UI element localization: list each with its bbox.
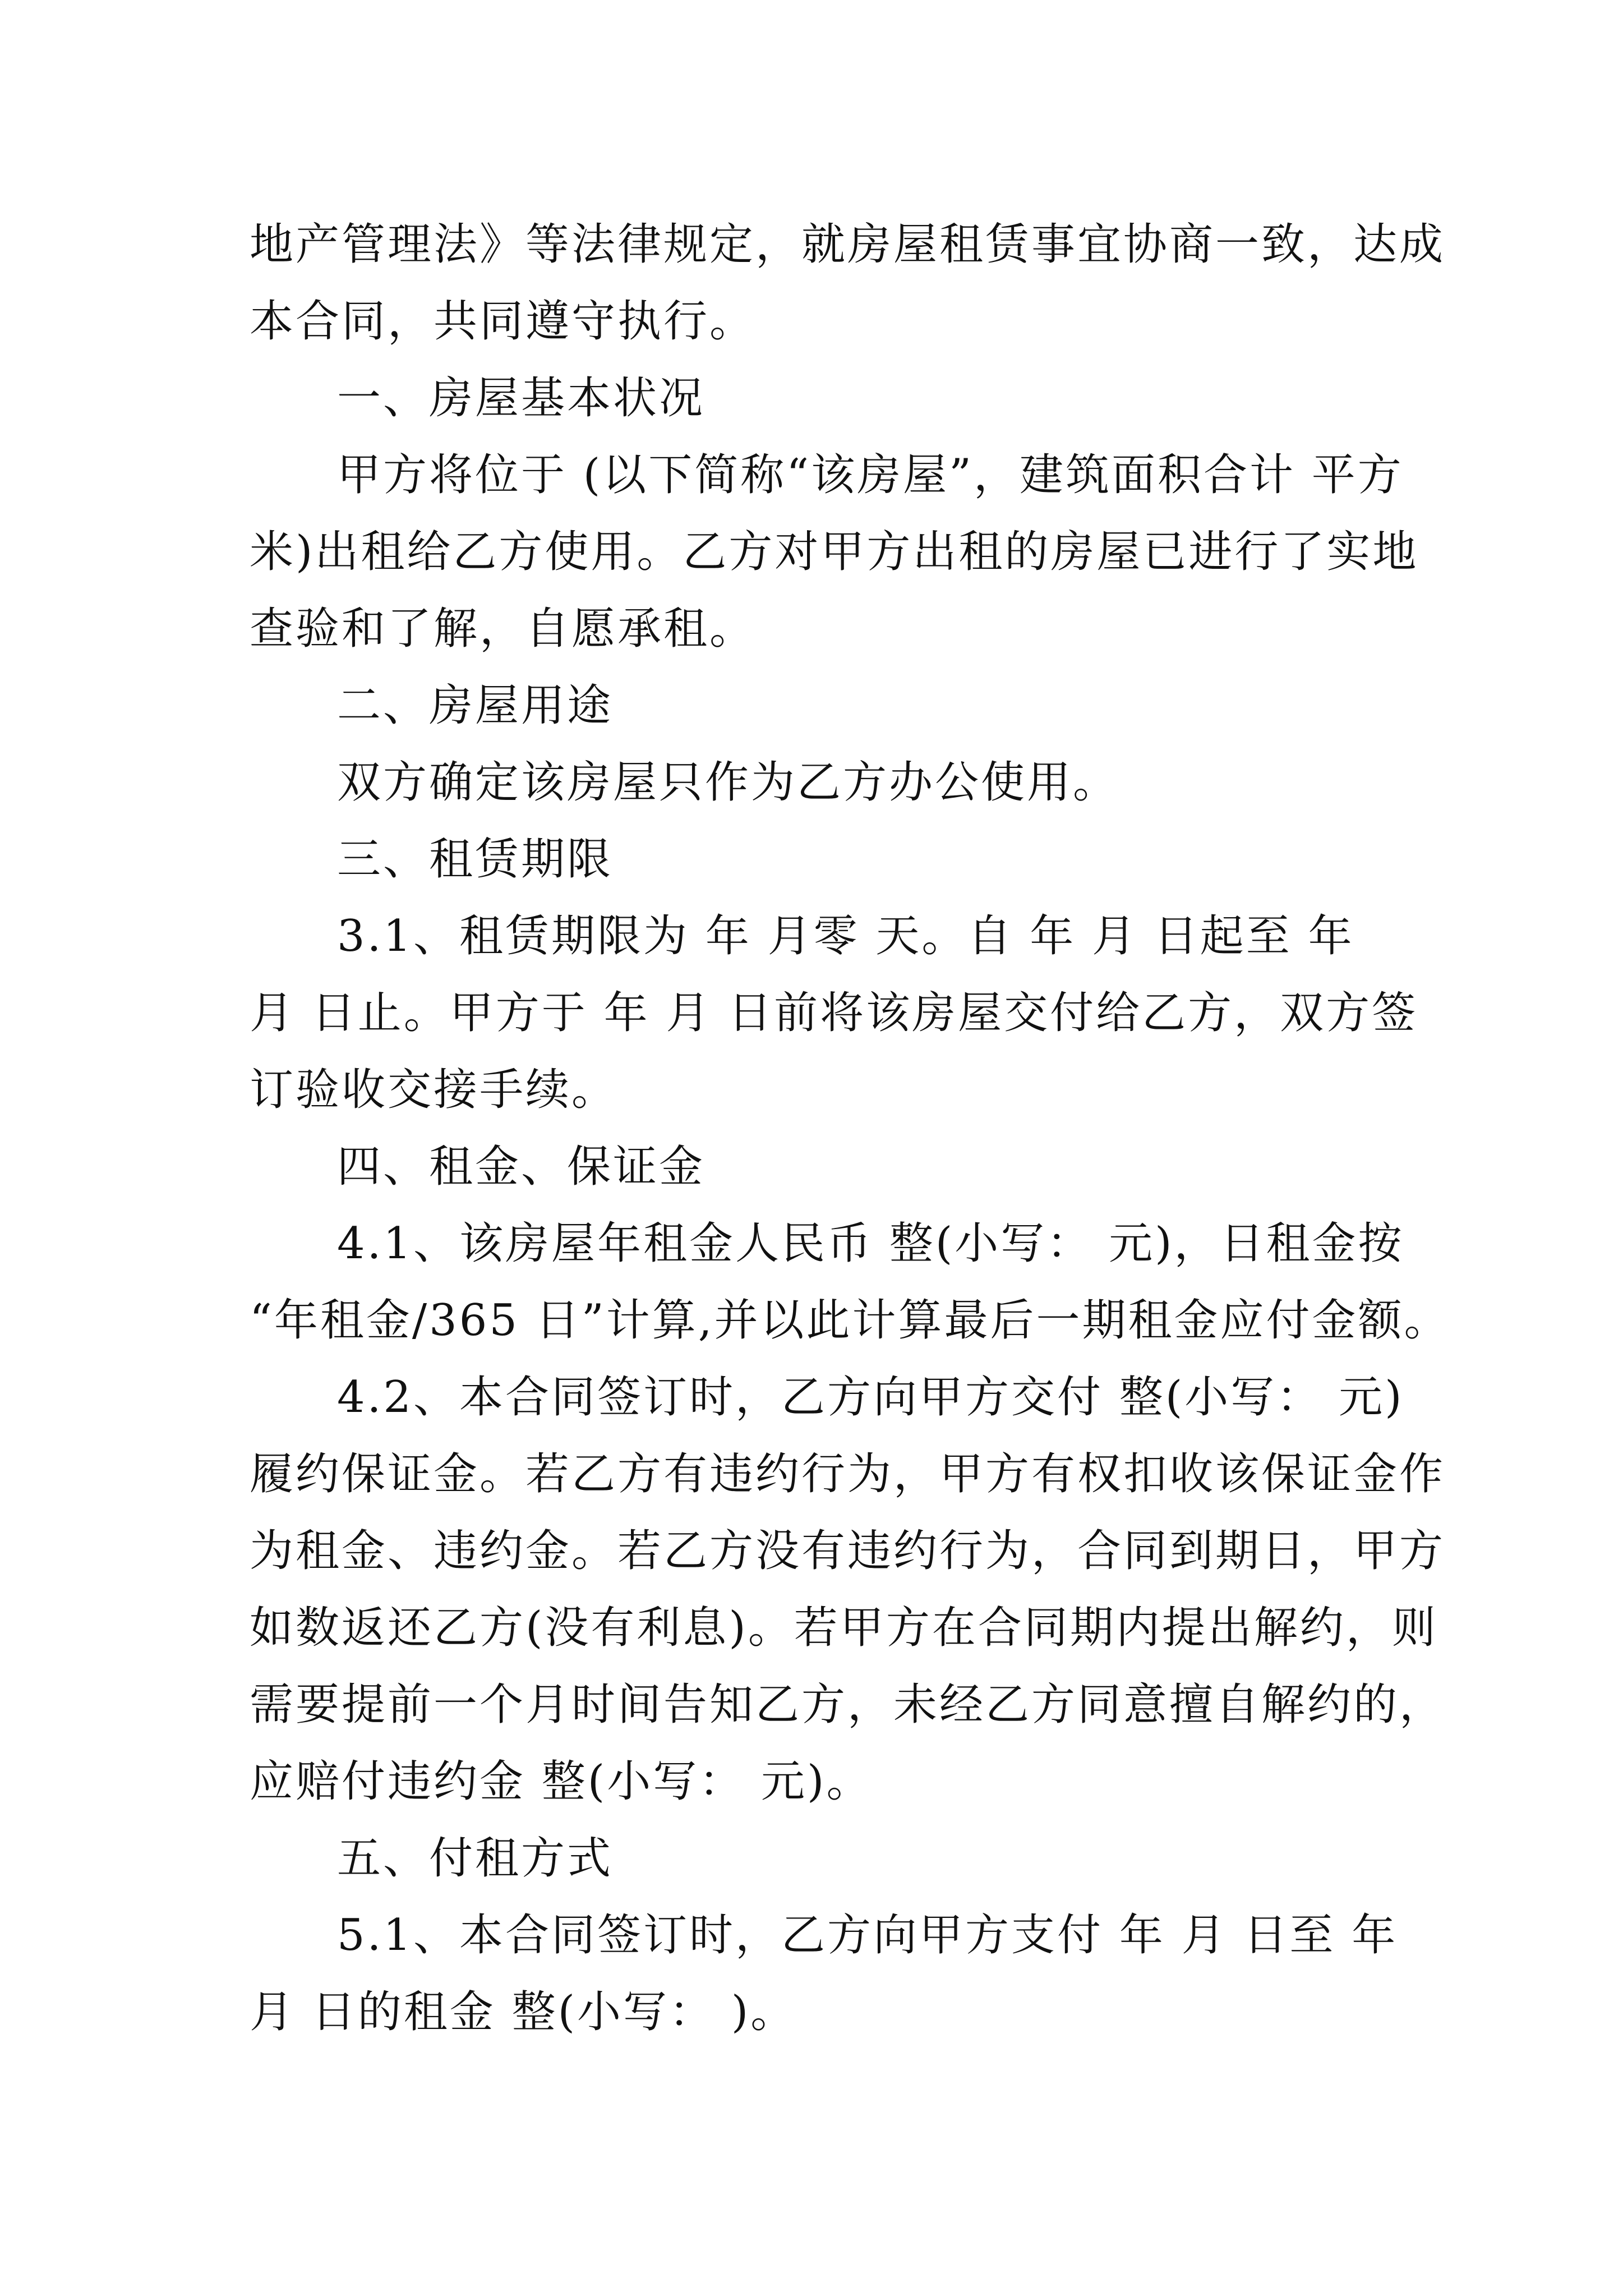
- text-line: 甲方将位于 (以下简称“该房屋”，建筑面积合计 平方: [337, 450, 1404, 500]
- text-line: 查验和了解，自愿承租。: [250, 604, 756, 654]
- section-heading-house-use: 二、房屋用途: [337, 680, 614, 731]
- section-heading-rent-deposit: 四、租金、保证金: [337, 1142, 706, 1192]
- section-heading-house-status: 一、房屋基本状况: [337, 373, 706, 424]
- section-heading-payment-method: 五、付租方式: [337, 1833, 614, 1884]
- text-line: 4.1、该房屋年租金人民币 整(小写： 元)，日租金按: [337, 1218, 1404, 1269]
- text-line: 米)出租给乙方使用。乙方对甲方出租的房屋已进行了实地: [250, 527, 1419, 577]
- text-line: 订验收交接手续。: [250, 1065, 618, 1115]
- contract-body: [250, 206, 1450, 2051]
- text-line: 履约保证金。若乙方有违约行为，甲方有权扣收该保证金作: [250, 1449, 1446, 1499]
- text-line: 5.1、本合同签订时，乙方向甲方支付 年 月 日至 年: [337, 1910, 1398, 1961]
- text-line: 为租金、违约金。若乙方没有违约行为，合同到期日，甲方: [250, 1526, 1446, 1576]
- text-line: 地产管理法》等法律规定，就房屋租赁事宜协商一致，达成: [250, 219, 1446, 270]
- text-line: 4.2、本合同签订时，乙方向甲方交付 整(小写： 元): [337, 1372, 1404, 1423]
- text-line: 需要提前一个月时间告知乙方，未经乙方同意擅自解约的，: [250, 1680, 1446, 1730]
- text-line: 双方确定该房屋只作为乙方办公使用。: [337, 757, 1119, 808]
- section-heading-lease-term: 三、租赁期限: [337, 834, 614, 885]
- text-line: 月 日止。甲方于 年 月 日前将该房屋交付给乙方，双方签: [250, 988, 1418, 1038]
- text-line: 如数返还乙方(没有利息)。若甲方在合同期内提出解约，则: [250, 1603, 1438, 1653]
- text-line: “年租金/365 日”计算,并以此计算最后一期租金应付金额。: [250, 1295, 1450, 1346]
- text-line: 月 日的租金 整(小写： )。: [250, 1987, 797, 2037]
- text-line: 3.1、租赁期限为 年 月零 天。自 年 月 日起至 年: [337, 911, 1354, 961]
- text-line: 本合同，共同遵守执行。: [250, 296, 756, 347]
- text-line: 应赔付违约金 整(小写： 元)。: [250, 1756, 873, 1807]
